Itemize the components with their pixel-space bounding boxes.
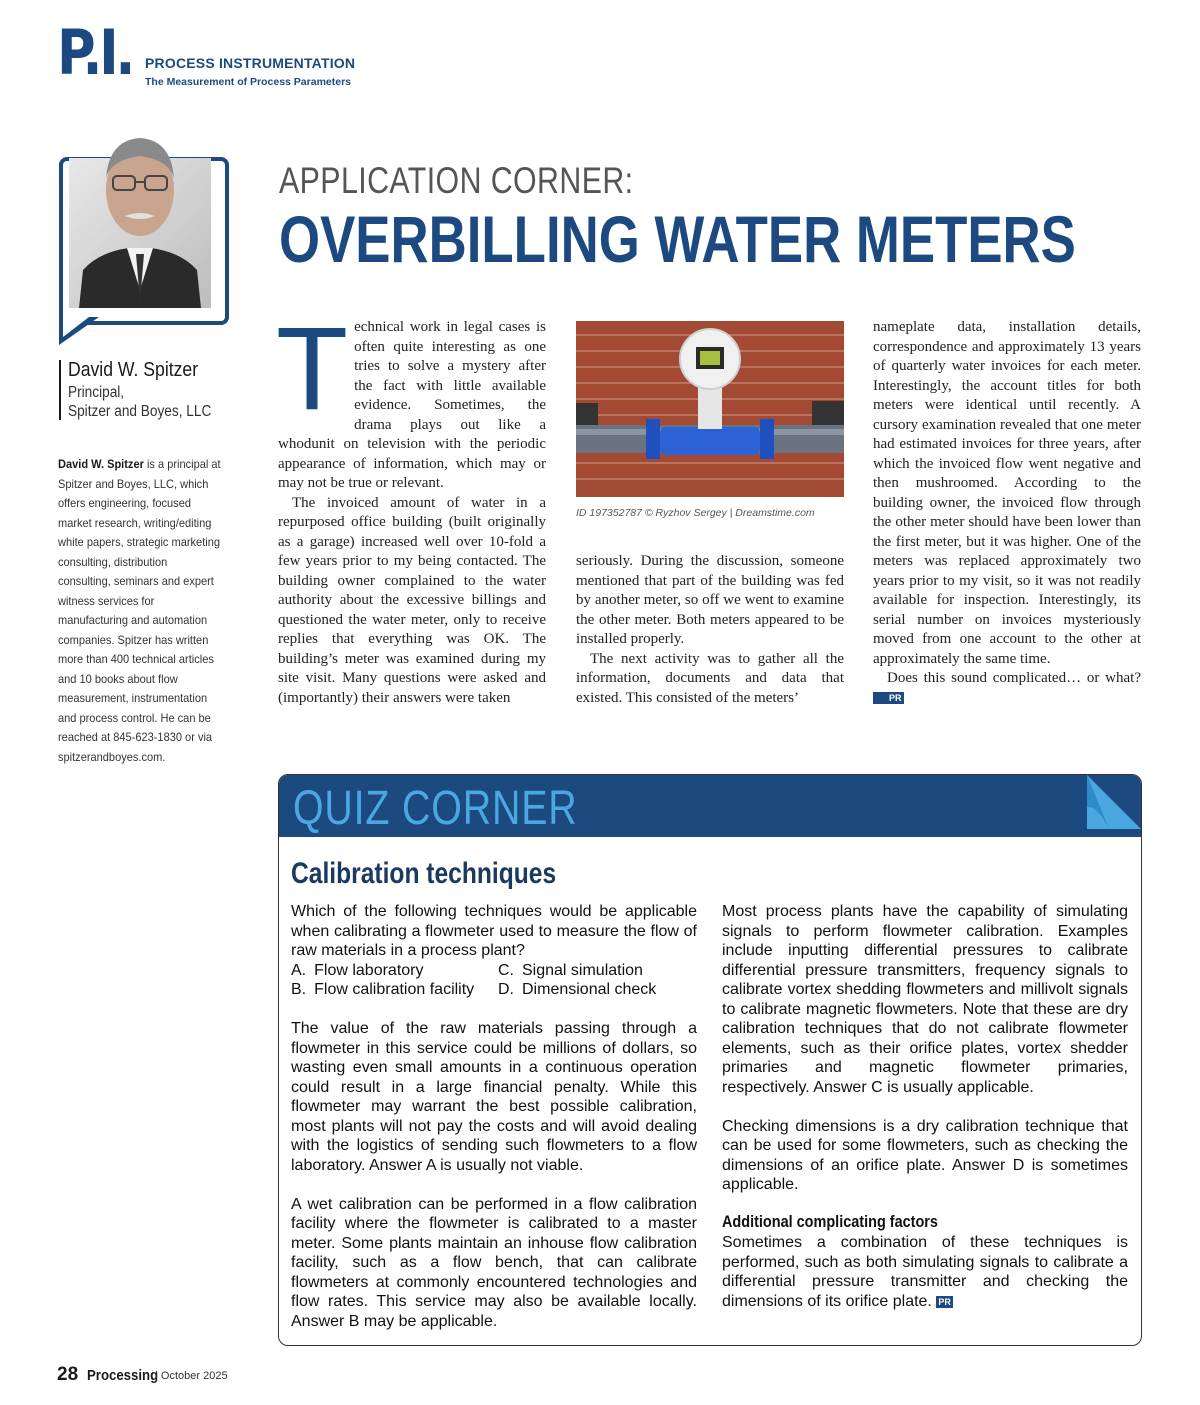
section-title: PROCESS INSTRUMENTATION xyxy=(145,55,356,71)
quiz-title: QUIZ CORNER xyxy=(293,782,578,835)
article-kicker: APPLICATION CORNER: xyxy=(279,160,634,201)
quiz-option: D. Dimensional check xyxy=(498,981,657,998)
article-closing-line: Does this sound complicated… or what? xyxy=(887,670,1141,686)
quiz-closing-text: Sometimes a combination of these techniques is performed, such as both simulating signals to calibrate a differential pressure transmitter and checking the dimensions of its orifice plate. xyxy=(722,1234,1128,1310)
article-column-3 xyxy=(873,318,1141,708)
author-title-line1: Principal, xyxy=(68,384,125,401)
quiz-end-badge: PR xyxy=(938,1296,951,1307)
quiz-answer-b: A wet calibration can be performed in a flow calibration facility where the flowmeter is calibrated to a master meter. Some plants maintain an inhouse flow calibration facility, such as a flow bench, that can calibrate flowmeters at commonly encountered technologies and flow rates. This service may also be available locally. Answer B may be applicable. xyxy=(291,1195,697,1330)
article-paragraph-3: seriously. During the discussion, someone mentioned that part of the building was fed by another meter, so off we went to examine the other meter. Both meters appeared to be installed properly. xyxy=(576,553,844,647)
issue-date: | October 2025 xyxy=(155,1370,228,1382)
article-paragraph-1: echnical work in legal cases is often quite interesting as one tries to solve a mystery after the fact with little available evidence. Sometimes, the drama plays out like a whodunit on television with the periodic appearance of information, which may or may not be true or relevant. xyxy=(278,319,546,491)
photo-caption: ID 197352787 © Ryzhov Sergey | Dreamstime.com xyxy=(576,507,815,519)
article-column-2 xyxy=(576,552,844,708)
article-paragraph-6 xyxy=(873,669,1141,708)
article-column-1 xyxy=(276,303,546,708)
author-title-line2: Spitzer and Boyes, LLC xyxy=(68,403,212,420)
quiz-answer-a: The value of the raw materials passing through a flowmeter in this service could be millions of dollars, so wasting even small amounts in a continuous operation could result in a large financial penalty. While this flowmeter may warrant the best possible calibration, most plants will not pay the costs and will avoid dealing with the logistics of sending such flowmeters to a flow laboratory. Answer A is usually not viable. xyxy=(291,1020,697,1174)
quiz-option: B. Flow calibration facility xyxy=(291,981,475,998)
author-photo xyxy=(69,120,211,308)
quiz-question: Which of the following techniques would be applicable when calibrating a flowmeter used to measure the flow of raw materials in a process plant? xyxy=(291,903,697,959)
quiz-subhead-wrap xyxy=(722,1212,1128,1233)
bio-text: is a principal at Spitzer and Boyes, LLC, which offers engineering, focused market research, writing/editing white papers, strategic marketing consulting, distribution consulting, seminars and expert witness services for manufacturing and automation companies. Spitzer has written more than 400 technical articles and 10 books about flow measurement, instrumentation and process control. He can be reached at 845-623-1830 or via spitzerandboyes.com. xyxy=(58,457,221,764)
page-corner-icon xyxy=(1087,775,1141,829)
author-title xyxy=(68,383,211,421)
page-number: 28 xyxy=(57,1364,79,1385)
drop-cap: T xyxy=(276,303,349,435)
end-badge: PR xyxy=(873,692,904,704)
quiz-subtitle: Calibration techniques xyxy=(291,857,557,890)
quiz-option: A. Flow laboratory xyxy=(291,961,424,979)
quiz-subhead: Additional complicating factors xyxy=(722,1212,938,1231)
article-paragraph-2: The invoiced amount of water in a repurposed office building (built originally as a garage) increased well over 10-fold a few years prior to my being contacted. The building owner complained to the water authority about the excessive billings and questioned the water meter, only to receive replies that everything was OK. The building’s meter was examined during my site visit. Many questions were asked and (importantly) their answers were taken xyxy=(278,494,546,706)
pi-logo: P.I. xyxy=(57,16,132,89)
article-paragraph-5: nameplate data, installation details, correspondence and approximately 13 years of quarterly water invoices for each meter. Interestingly, the account titles for both meters were identical until recently. A cursory examination revealed that one meter had estimated invoices for three years, after which the invoiced flow went negative and then mushroomed. According to the building owner, the invoiced flow through the other meter should have been lower than the first meter, but it was higher. One of the meters was replaced approximately two years prior to my visit, so it was not readily available for inspection. Interestingly, its serial number on invoices mysteriously moved from one account to the other at approximately the same time. xyxy=(873,319,1141,667)
article-paragraph-4: The next activity was to gather all the information, documents and data that existed. This consisted of the meters’ xyxy=(576,650,844,706)
author-name: David W. Spitzer xyxy=(68,359,199,381)
quiz-column-2 xyxy=(722,902,1128,1331)
quiz-closing xyxy=(722,1233,1128,1311)
quiz-answer-c: Most process plants have the capability of simulating signals to perform flowmeter calibration. Examples include inputting differential pressures to calibrate differential pressure transmitters, frequency signals to calibrate vortex shedding flowmeters and millivolt signals to calibrate magnetic flowmeters. Note that these are dry calibration techniques that do not calibrate flowmeter elements, such as their orifice plates, vortex shedder primaries and magnetic flowmeter primaries, respectively. Answer C is usually applicable. xyxy=(722,903,1128,1096)
flowmeter-photo xyxy=(576,321,844,497)
quiz-options xyxy=(291,961,697,1000)
section-subtitle: The Measurement of Process Parameters xyxy=(145,76,352,88)
quiz-answer-d: Checking dimensions is a dry calibration technique that can be used for some flowmeters, such as checking the dimensions of an orifice plate. Answer D is sometimes applicable. xyxy=(722,1117,1128,1193)
author-bio xyxy=(58,455,222,767)
author-bar xyxy=(59,360,61,420)
quiz-column-1 xyxy=(291,902,697,1351)
quiz-option: C. Signal simulation xyxy=(498,961,643,979)
magazine-name: Processing xyxy=(87,1367,159,1384)
bio-name: David W. Spitzer xyxy=(58,457,144,471)
article-headline: OVERBILLING WATER METERS xyxy=(279,202,1076,276)
